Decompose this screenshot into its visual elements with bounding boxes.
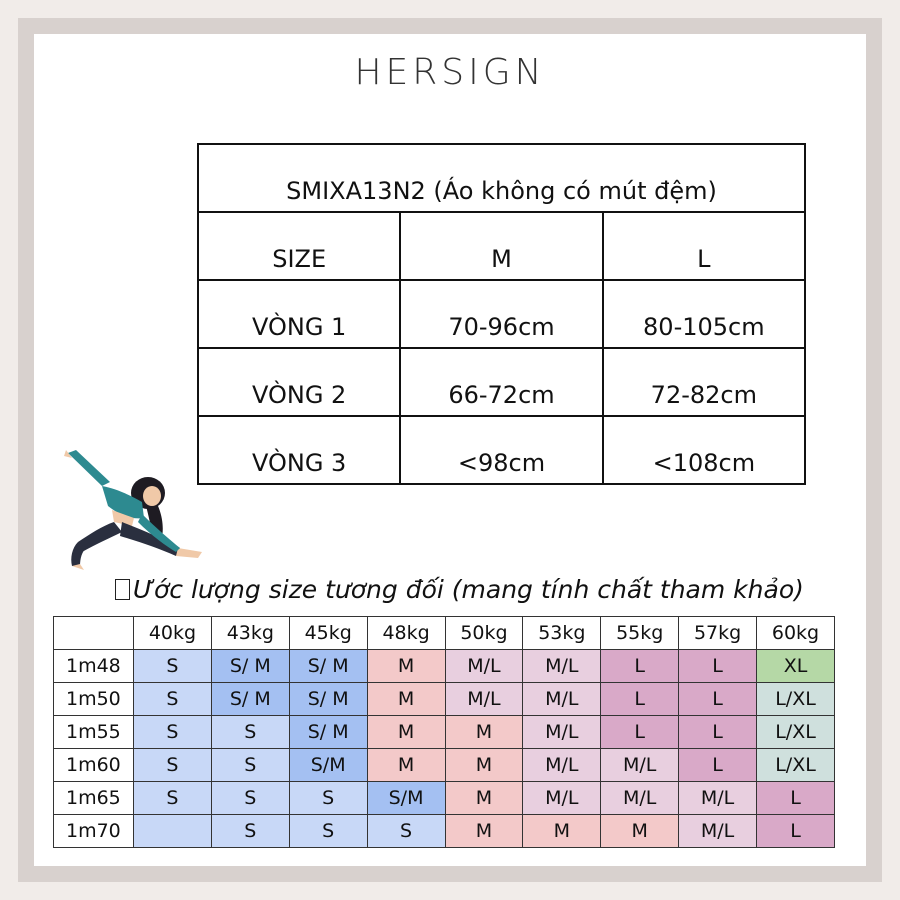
size-cell: L <box>601 716 679 749</box>
size-cell: L <box>679 716 757 749</box>
size-cell: M <box>601 815 679 848</box>
size-cell: M <box>445 716 523 749</box>
header-cell: M <box>400 212 602 280</box>
size-cell: M <box>523 815 601 848</box>
size-cell: M/L <box>445 683 523 716</box>
size-cell: S <box>211 716 289 749</box>
size-cell: L <box>757 815 835 848</box>
measure-label: VÒNG 3 <box>198 416 400 484</box>
brand-logo: HERSIGN <box>354 52 546 93</box>
height-label: 1m65 <box>54 782 134 815</box>
weight-header: 55kg <box>601 617 679 650</box>
size-cell: S <box>134 650 212 683</box>
size-cell: S <box>211 815 289 848</box>
measure-value: 66-72cm <box>400 348 602 416</box>
size-cell: S <box>134 683 212 716</box>
size-cell: S <box>211 749 289 782</box>
size-cell: M <box>367 683 445 716</box>
estimate-row <box>54 815 835 848</box>
size-cell: M/L <box>679 815 757 848</box>
size-table-title: SMIXA13N2 (Áo không có mút đệm) <box>198 144 805 212</box>
size-cell: M <box>445 815 523 848</box>
height-label: 1m55 <box>54 716 134 749</box>
size-cell: S <box>367 815 445 848</box>
weight-header: 57kg <box>679 617 757 650</box>
size-cell: S <box>211 782 289 815</box>
size-cell: L <box>601 650 679 683</box>
size-cell: M <box>445 749 523 782</box>
measure-label: VÒNG 1 <box>198 280 400 348</box>
weight-header: 48kg <box>367 617 445 650</box>
size-cell: M <box>367 716 445 749</box>
size-cell: S/ M <box>289 716 367 749</box>
height-label: 1m50 <box>54 683 134 716</box>
size-cell: S <box>134 716 212 749</box>
size-cell: L <box>679 683 757 716</box>
size-cell: L <box>757 782 835 815</box>
weight-header: 43kg <box>211 617 289 650</box>
weight-header: 53kg <box>523 617 601 650</box>
size-cell: M/L <box>523 650 601 683</box>
size-cell: L/XL <box>757 683 835 716</box>
estimate-row <box>54 716 835 749</box>
weight-header: 60kg <box>757 617 835 650</box>
estimate-row <box>54 782 835 815</box>
size-table-row <box>198 416 805 484</box>
size-cell: L/XL <box>757 716 835 749</box>
estimate-caption <box>115 575 804 604</box>
size-cell: M/L <box>601 749 679 782</box>
size-cell: M/L <box>679 782 757 815</box>
size-table-row <box>198 280 805 348</box>
measure-value: 72-82cm <box>603 348 805 416</box>
size-table-header-row <box>198 212 805 280</box>
size-cell: M/L <box>601 782 679 815</box>
size-table <box>197 143 806 485</box>
size-cell: L/XL <box>757 749 835 782</box>
size-estimate-table <box>53 616 835 848</box>
checkbox-glyph-icon <box>115 579 130 600</box>
size-cell: M <box>367 650 445 683</box>
estimate-row <box>54 749 835 782</box>
size-cell: L <box>679 650 757 683</box>
size-cell: S <box>134 782 212 815</box>
size-cell: S/M <box>367 782 445 815</box>
estimate-header-row <box>54 617 835 650</box>
size-cell: M/L <box>523 749 601 782</box>
size-cell: S/ M <box>289 650 367 683</box>
size-cell: L <box>679 749 757 782</box>
height-label: 1m48 <box>54 650 134 683</box>
measure-value: <98cm <box>400 416 602 484</box>
size-cell: M <box>367 749 445 782</box>
size-cell: S <box>134 749 212 782</box>
size-cell: M/L <box>523 716 601 749</box>
measure-value: 80-105cm <box>603 280 805 348</box>
header-cell: L <box>603 212 805 280</box>
size-cell: S/ M <box>211 683 289 716</box>
measure-value: <108cm <box>603 416 805 484</box>
size-cell: S <box>289 815 367 848</box>
height-label: 1m70 <box>54 815 134 848</box>
size-cell: L <box>601 683 679 716</box>
size-cell: S <box>289 782 367 815</box>
size-cell <box>134 815 212 848</box>
size-cell: S/ M <box>211 650 289 683</box>
height-label: 1m60 <box>54 749 134 782</box>
corner-cell <box>54 617 134 650</box>
yoga-woman-illustration <box>62 448 207 573</box>
measure-label: VÒNG 2 <box>198 348 400 416</box>
estimate-row <box>54 683 835 716</box>
size-cell: S/ M <box>289 683 367 716</box>
size-table-row <box>198 348 805 416</box>
measure-value: 70-96cm <box>400 280 602 348</box>
weight-header: 45kg <box>289 617 367 650</box>
size-cell: M/L <box>445 650 523 683</box>
weight-header: 50kg <box>445 617 523 650</box>
header-cell: SIZE <box>198 212 400 280</box>
weight-header: 40kg <box>134 617 212 650</box>
size-cell: S/M <box>289 749 367 782</box>
caption-text: Ước lượng size tương đối (mang tính chất tham khảo) <box>133 575 804 604</box>
estimate-row <box>54 650 835 683</box>
size-cell: XL <box>757 650 835 683</box>
size-cell: M/L <box>523 683 601 716</box>
size-cell: M/L <box>523 782 601 815</box>
size-cell: M <box>445 782 523 815</box>
